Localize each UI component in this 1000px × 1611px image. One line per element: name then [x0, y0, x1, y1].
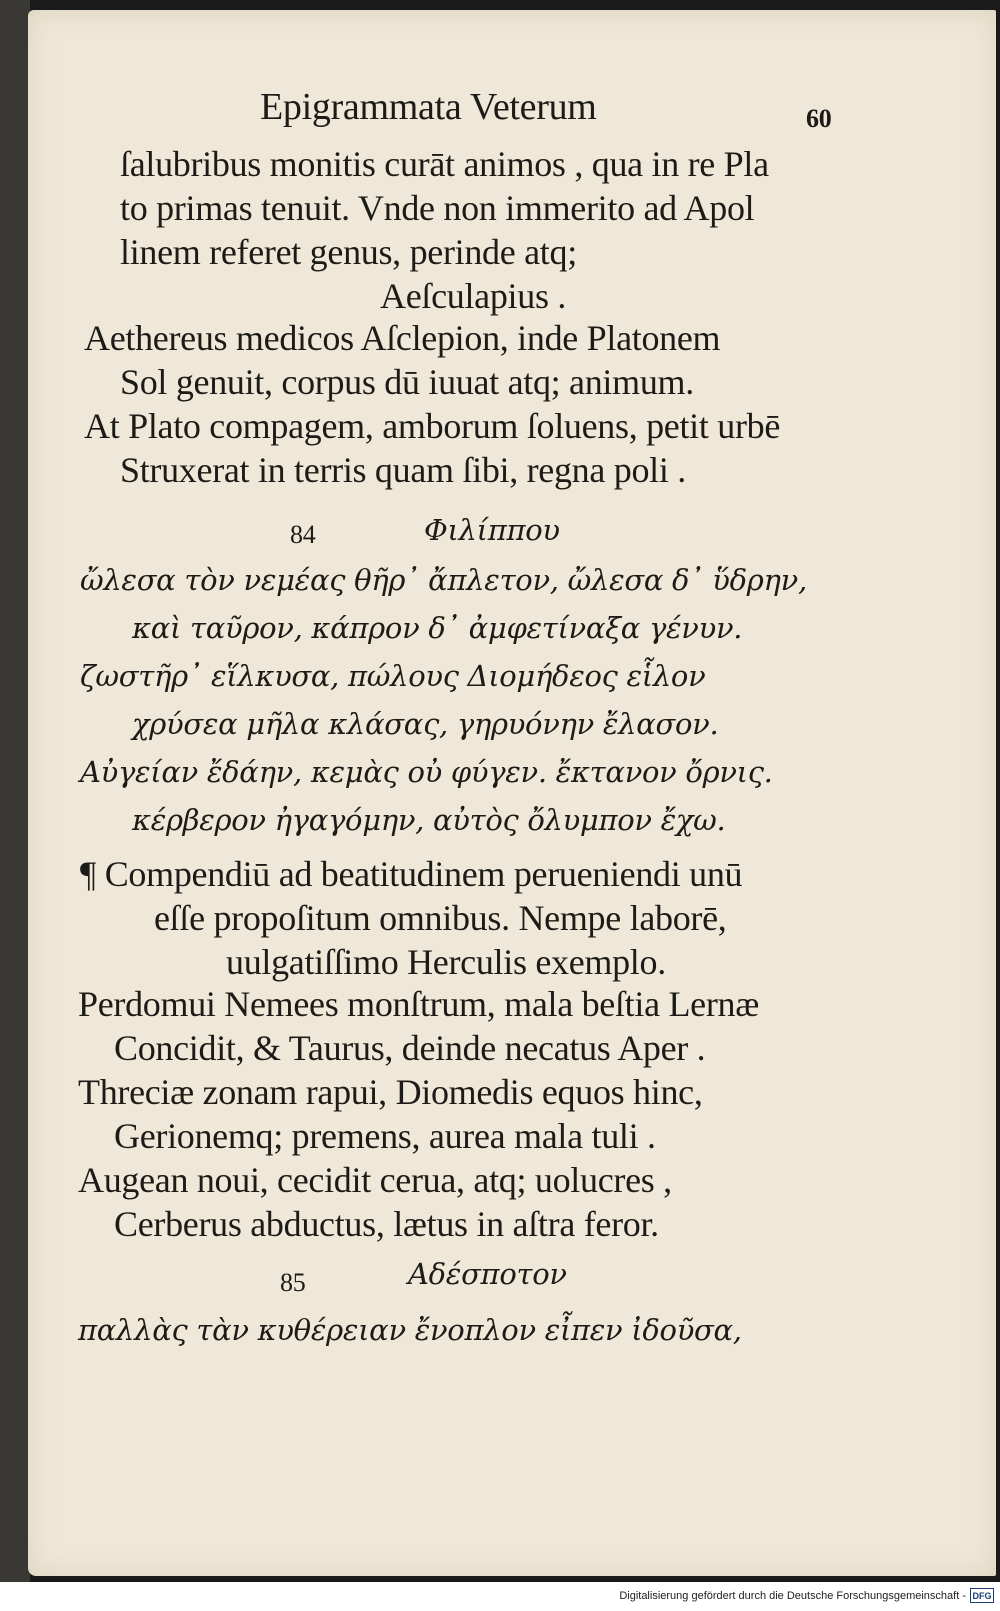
greek-line: ζωστῆρ᾽ εἵλκυσα, πώλους Διομήδεος εἷλον [80, 659, 706, 693]
commentary-line: uulgatiſſimo Herculis exemplo. [226, 942, 666, 982]
book-page [28, 10, 996, 1576]
greek-line: κέρβερον ἠγαγόμην, αὐτὸς ὄλυμπον ἔχω. [132, 803, 726, 837]
epigram-number: 85 [280, 1268, 306, 1297]
poem-line: Concidit, & Taurus, deinde necatus Aper . [114, 1028, 706, 1068]
epigram-author: Αδέσποτον [408, 1257, 567, 1291]
poem-line: Aethereus medicos Aſclepion, inde Platonem [84, 318, 721, 358]
digitization-footer [0, 1582, 1000, 1611]
running-title: Epigrammata Veterum [260, 86, 597, 128]
epigram-number: 84 [290, 520, 316, 549]
book-spine-edge [0, 0, 30, 1611]
poem-line: Gerionemq; premens, aurea mala tuli . [114, 1116, 656, 1156]
poem-line: Augean noui, cecidit cerua, atq; uolucres , [78, 1160, 672, 1200]
greek-line: Αὐγείαν ἔδάην, κεμὰς οὐ φύγεν. ἔκτανον ὄρνις. [80, 755, 773, 789]
greek-line: παλλὰς τὰν κυθέρειαν ἔνοπλον εἶπεν ἰδοῦσα, [78, 1313, 742, 1347]
commentary-line: eſſe propoſitum omnibus. Nempe laborē, [154, 898, 727, 938]
epigram-author: Φιλίππου [424, 513, 560, 547]
greek-line: χρύσεα μῆλα κλάσας, γηρυόνην ἔλασον. [132, 707, 719, 741]
commentary-line: ¶ Compendiū ad beatitudinem perueniendi unū [80, 854, 743, 894]
funding-credit: Digitalisierung gefördert durch die Deutsche Forschungsgemeinschaft - [619, 1590, 966, 1602]
poem-line: Cerberus abductus, lætus in aſtra feror. [114, 1204, 659, 1244]
intro-line: linem referet genus, perinde atq; [120, 232, 577, 272]
intro-line: to primas tenuit. Vnde non immerito ad Apol [120, 188, 755, 228]
poem-line: Perdomui Nemees monſtrum, mala beſtia Lernæ [78, 984, 759, 1024]
greek-line: καὶ ταῦρον, κάπρον δ᾽ ἀμφετίναξα γένυν. [132, 611, 743, 645]
folio-number: 60 [806, 104, 832, 133]
poem-line: Threciæ zonam rapui, Diomedis equos hinc, [78, 1072, 703, 1112]
dfg-logo: DFG [970, 1588, 994, 1603]
poem-line: Sol genuit, corpus dū iuuat atq; animum. [120, 362, 694, 402]
intro-line: Aeſculapius . [380, 276, 567, 316]
greek-line: ὤλεσα τὸν νεμέας θῆρ᾽ ἄπλετον, ὤλεσα δ᾽ ὕδρην, [80, 563, 807, 597]
poem-line: Struxerat in terris quam ſibi, regna poli . [120, 450, 686, 490]
intro-line: ſalubribus monitis curāt animos , qua in re Pla [120, 144, 769, 184]
poem-line: At Plato compagem, amborum ſoluens, petit urbē [84, 406, 781, 446]
